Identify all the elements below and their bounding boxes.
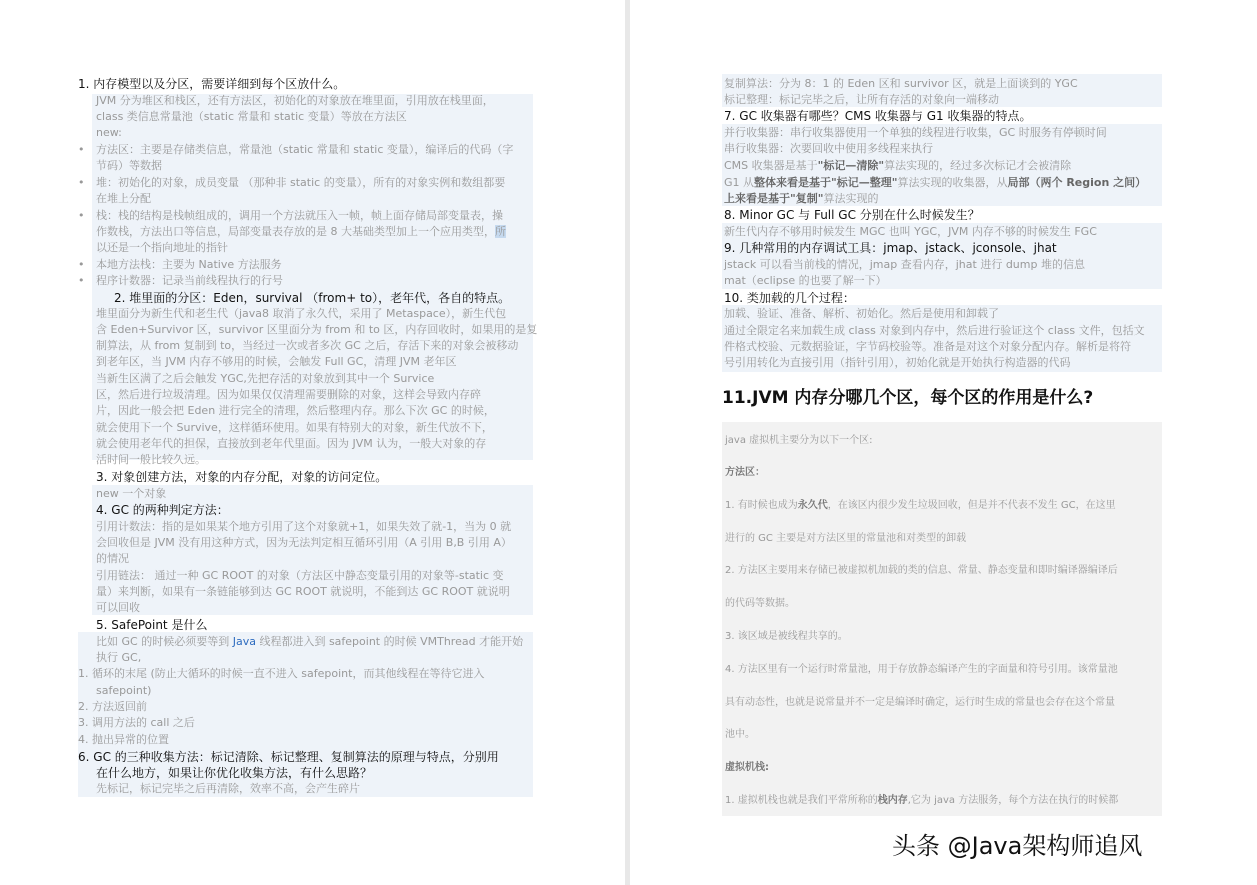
left-line-4: • 方法区：主要是存储类信息，常量池（static 常量和 static 变量），编译后的代码（字 <box>78 143 514 156</box>
section-title: 11.JVM 内存分哪几个区，每个区的作用是什么? <box>722 388 1094 408</box>
left-line-33: 5. SafePoint 是什么 <box>96 618 208 632</box>
right-line-17: 号引用转化为直接引用（指针引用），初始化就是开始执行构造器的代码 <box>724 356 1071 369</box>
left-line-5: 节码）等数据 <box>96 159 162 172</box>
right-line-4: 串行收集器：次要回收中使用多线程来执行 <box>724 142 933 155</box>
right-line-16: 件格式校验、元数据验证，字节码校验等。准备是对这个对象分配内存。解析是将符 <box>724 340 1131 353</box>
left-line-8: • 栈：栈的结构是栈帧组成的，调用一个方法就压入一帧，帧上面存储局部变量表，操 <box>78 209 503 222</box>
right-line-2: 7. GC 收集器有哪些？CMS 收集器与 G1 收集器的特点。 <box>724 109 1032 123</box>
left-line-30: 引用链法： 通过一种 GC ROOT 的对象（方法区中静态变量引用的对象等-static 变 <box>96 569 504 582</box>
left-line-35: 执行 GC, <box>96 651 142 664</box>
left-line-34: 比如 GC 的时候必须要等到 Java 线程都进入到 safepoint 的时候 VMThread 才能开始 <box>96 635 524 648</box>
right-line-11: jstack 可以看当前栈的情况，jmap 查看内存，jhat 进行 dump 堆的信息 <box>724 258 1085 271</box>
left-line-19: 区，然后进行垃圾清理。因为如果仅仅清理需要删除的对象，这样会导致内存碎 <box>96 388 481 401</box>
left-line-18: 当新生区满了之后会触发 YGC,先把存活的对象放到其中一个 Survice <box>96 372 435 385</box>
bullet-icon: • <box>78 274 85 287</box>
left-line-28: 会回收但是 JVM 没有用这种方式，因为无法判定相互循环引用（A 引用 B,B 引用 A） <box>96 536 512 549</box>
left-line-17: 到老年区，当 JVM 内存不够用的时候，会触发 Full GC，清理 JVM 老年区 <box>96 355 457 368</box>
left-line-43: 先标记，标记完毕之后再清除，效率不高，会产生碎片 <box>96 782 360 795</box>
answer-line-1: 方法区： <box>725 467 765 478</box>
left-line-1: JVM 分为堆区和栈区，还有方法区，初始化的对象放在堆里面，引用放在栈里面， <box>96 94 494 107</box>
right-line-13: 10. 类加载的几个过程： <box>724 291 855 305</box>
left-line-7: 在堆上分配 <box>96 192 151 205</box>
answer-line-6: 3. 该区域是被线程共享的。 <box>725 631 848 642</box>
left-line-15: 含 Eden+Survivor 区，survivor 区里面分为 from 和 to 区，内存回收时，如果用的是复 <box>96 323 538 336</box>
left-line-10: 以还是一个指向地址的指针 <box>96 241 228 254</box>
left-line-22: 就会使用老年代的担保，直接放到老年代里面。因为 JVM 认为，一般大对象的存 <box>96 437 487 450</box>
answer-line-7: 4. 方法区里有一个运行时常量池，用于存放静态编译产生的字面量和符号引用。该常量池 <box>725 664 1118 675</box>
right-line-15: 通过全限定名来加载生成 class 对象到内存中，然后进行验证这个 class 文件，包括文 <box>724 324 1145 337</box>
right-line-3: 并行收集器：串行收集器使用一个单独的线程进行收集，GC 时服务有停顿时间 <box>724 126 1107 139</box>
watermark: 头条 @Java架构师追风 <box>892 832 1143 860</box>
right-line-6: G1 从整体来看是基于"标记—整理"算法实现的收集器，从局部（两个 Region 之间） <box>724 176 1147 189</box>
left-line-24: 3. 对象创建方法，对象的内存分配，对象的访问定位。 <box>96 470 388 484</box>
left-line-40: 4. 抛出异常的位置 <box>78 733 169 746</box>
left-line-36: 1. 循环的末尾 (防止大循环的时候一直不进入 safepoint，而其他线程在等待它进入 <box>78 667 485 680</box>
left-line-26: 4. GC 的两种判定方法： <box>96 503 229 517</box>
left-line-14: 堆里面分为新生代和老生代（java8 取消了永久代，采用了 Metaspace），新生代包 <box>96 307 507 320</box>
left-line-29: 的情况 <box>96 552 129 565</box>
answer-line-9: 池中。 <box>725 729 755 740</box>
left-line-9: 作数栈，方法出口等信息，局部变量表存放的是 8 大基础类型加上一个应用类型，所 <box>96 225 506 238</box>
answer-box <box>722 422 1162 816</box>
left-line-20: 片，因此一般会把 Eden 进行完全的清理，然后整理内存。那么下次 GC 的时候， <box>96 404 495 417</box>
right-line-14: 加载、验证、准备、解析、初始化。然后是使用和卸载了 <box>724 307 999 320</box>
answer-line-11: 1. 虚拟机栈也就是我们平常所称的栈内存,它为 java 方法服务，每个方法在执行的时候都 <box>725 795 1119 806</box>
answer-line-8: 具有动态性，也就是说常量并不一定是编译时确定，运行时生成的常量也会存在这个常量 <box>725 697 1115 708</box>
right-line-8: 8. Minor GC 与 Full GC 分别在什么时候发生？ <box>724 208 980 222</box>
left-line-2: class 类信息常量池（static 常量和 static 变量）等放在方法区 <box>96 110 407 123</box>
left-line-23: 活时间一般比较久远。 <box>96 453 206 466</box>
left-line-31: 量）来判断，如果有一条链能够到达 GC ROOT 就说明，不能到达 GC ROOT 就说明 <box>96 585 510 598</box>
answer-line-3: 进行的 GC 主要是对方法区里的常量池和对类型的卸载 <box>725 533 967 544</box>
left-line-13: 2. 堆里面的分区：Eden，survival （from+ to），老年代，各自的特点。 <box>114 291 511 305</box>
answer-line-5: 的代码等数据。 <box>725 598 795 609</box>
left-line-32: 可以回收 <box>96 601 140 614</box>
answer-line-0: java 虚拟机主要分为以下一个区: <box>725 435 873 446</box>
answer-line-10: 虚拟机栈: <box>725 762 769 773</box>
right-line-12: mat（eclipse 的也要了解一下） <box>724 274 887 287</box>
left-line-42: 在什么地方，如果让你优化收集方法，有什么思路？ <box>96 766 373 780</box>
left-line-25: new 一个对象 <box>96 487 167 500</box>
bullet-icon: • <box>78 143 85 156</box>
bullet-icon: • <box>78 209 85 222</box>
left-line-38: 2. 方法返回前 <box>78 700 147 713</box>
left-line-37: safepoint) <box>96 684 152 697</box>
right-line-5: CMS 收集器是基于"标记—清除"算法实现的，经过多次标记才会被清除 <box>724 159 1072 172</box>
left-line-3: new: <box>96 126 122 139</box>
left-line-11: • 本地方法栈：主要为 Native 方法服务 <box>78 258 282 271</box>
left-line-12: • 程序计数器：记录当前线程执行的行号 <box>78 274 283 287</box>
bullet-icon: • <box>78 176 85 189</box>
right-line-1: 标记整理：标记完毕之后，让所有存活的对象向一端移动 <box>724 93 999 106</box>
right-line-9: 新生代内存不够用时候发生 MGC 也叫 YGC，JVM 内存不够的时候发生 FGC <box>724 225 1097 238</box>
right-line-7: 上来看是基于"复制"算法实现的 <box>724 192 879 205</box>
right-line-0: 复制算法：分为 8：1 的 Eden 区和 survivor 区，就是上面谈到的 YGC <box>724 77 1078 90</box>
left-line-16: 制算法，从 from 复制到 to，当经过一次或者多次 GC 之后，存活下来的对象会被移动 <box>96 339 519 352</box>
left-line-21: 就会使用下一个 Survive，这样循环使用。如果有特别大的对象，新生代放不下， <box>96 421 493 434</box>
bullet-icon: • <box>78 258 85 271</box>
left-line-27: 引用计数法：指的是如果某个地方引用了这个对象就+1，如果失效了就-1，当为 0 就 <box>96 520 512 533</box>
answer-line-2: 1. 有时候也成为永久代，在该区内很少发生垃圾回收，但是并不代表不发生 GC，在这里 <box>725 500 1116 511</box>
left-line-0: 1. 内存模型以及分区，需要详细到每个区放什么。 <box>78 77 346 91</box>
answer-line-4: 2. 方法区主要用来存储已被虚拟机加载的类的信息、常量、静态变量和即时编译器编译后 <box>725 565 1118 576</box>
left-line-6: • 堆：初始化的对象，成员变量 （那种非 static 的变量），所有的对象实例和数组都要 <box>78 176 506 189</box>
left-line-41: 6. GC 的三种收集方法：标记清除、标记整理、复制算法的原理与特点，分别用 <box>78 750 499 764</box>
right-line-10: 9. 几种常用的内存调试工具：jmap、jstack、jconsole、jhat <box>724 241 1057 255</box>
left-line-39: 3. 调用方法的 call 之后 <box>78 716 195 729</box>
